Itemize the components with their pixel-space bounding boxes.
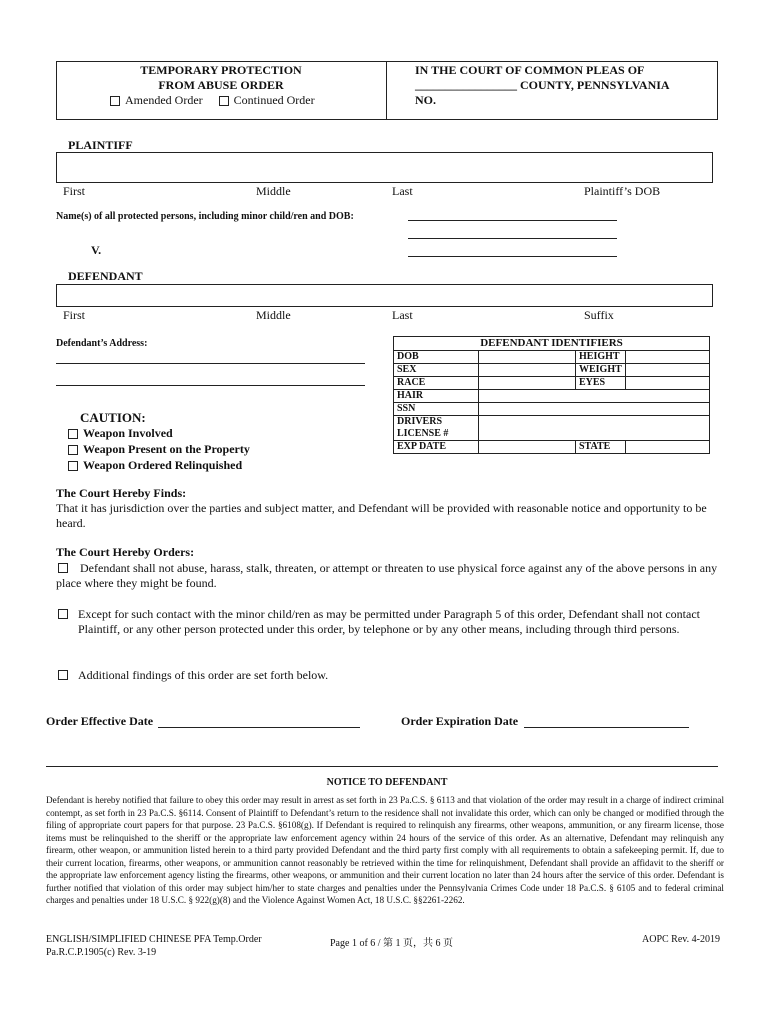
protected-persons-label: Name(s) of all protected persons, including minor child/ren and DOB: [56, 211, 354, 222]
defendant-first-label: First [63, 308, 86, 322]
order-2-text: Except for such contact with the minor child/ren as may be permitted under Paragraph 5 of this order, Defendant shall not contact Plaintiff, or any other person protected under this order, by telephone or by any other means, including through third persons. [78, 607, 700, 636]
exp-date-label: EXP DATE [394, 441, 479, 454]
plaintiff-heading: PLAINTIFF [68, 138, 133, 152]
protected-person-line-1[interactable] [408, 220, 617, 221]
weight-value[interactable] [625, 364, 709, 377]
height-value[interactable] [625, 351, 709, 364]
amended-order-label: Amended Order [125, 93, 203, 107]
footer-form-name: ENGLISH/SIMPLIFIED CHINESE PFA Temp.Order [46, 934, 262, 945]
footer-revision: AOPC Rev. 4-2019 [642, 934, 720, 945]
notice-text: Defendant is hereby notified that failure to obey this order may result in arrest as set forth in 23 Pa.C.S. § 6113 and that violation of the order may result in a charge of indirect criminal contempt, as set forth in 23 Pa.C.S. §6114. Consent of Plaintiff to Defendant’s return to the residence shall not invalidate this order, which can only be changed or modified through the filing of appropriate court papers for that purpose. 23 Pa.C.S. §6108(g). If Defendant is required to relinquish any firearms, other weapons, ammunition, or any firearm license, those items must be relinquished to the sheriff or the appropriate law enforcement agency within 24 hours of the service of this order. As an alternative, Defendant may relinquish any firearm, other weapon, or ammunition listed herein to a third party provided Defendant and the third party first comply with all requirements to obtain a safekeeping permit. If, due to their current location, firearms, other weapons, or ammunition cannot reasonably be retrieved within the time for relinquishment, Defendant shall provide an affidavit to the sheriff or the appropriate law enforcement agency listing the firearms, other weapons, or ammunition and their current location no later than 24 hours after the service of this order. Defendant is further notified that violation of this order may subject him/her to state charges and penalties under the Pennsylvania Crimes Code under 18 Pa.C.S. § 6105 and to federal criminal charges and penalties under 18 U.S.C. § 922(g)(8) and the Violence Against Women Act, 18 U.S.C. §§2261-2262. [46, 795, 724, 905]
caution-item-weapon-present [68, 442, 250, 457]
defendant-last-label: Last [392, 308, 413, 322]
eyes-value[interactable] [625, 377, 709, 390]
order-title-line-1: TEMPORARY PROTECTION [140, 63, 302, 77]
versus-label: V. [91, 243, 102, 257]
plaintiff-dob-label: Plaintiff’s DOB [584, 184, 661, 198]
weapon-relinquished-checkbox[interactable] [68, 461, 78, 471]
notice-divider [46, 766, 718, 767]
exp-date-value[interactable] [479, 441, 576, 454]
expiration-date-label: Order Expiration Date [401, 714, 519, 728]
plaintiff-name-field[interactable] [56, 152, 713, 183]
hair-value[interactable] [479, 390, 710, 403]
drivers-license-label [394, 416, 479, 441]
caution-heading: CAUTION: [80, 410, 146, 425]
defendant-heading: DEFENDANT [68, 269, 143, 283]
ssn-value[interactable] [479, 403, 710, 416]
defendant-identifiers-table [393, 336, 710, 454]
finds-text: That it has jurisdiction over the parties and subject matter, and Defendant will be provided with reasonable notice and opportunity to be heard. [56, 501, 707, 530]
effective-date-label: Order Effective Date [46, 714, 154, 728]
order-2-checkbox[interactable] [58, 609, 68, 619]
sex-label: SEX [394, 364, 479, 377]
protected-person-line-3[interactable] [408, 256, 617, 257]
state-label: STATE [576, 441, 626, 454]
weight-label: WEIGHT [576, 364, 626, 377]
header-divider [386, 61, 387, 120]
order-3-text: Additional findings of this order are set forth below. [78, 668, 329, 682]
drivers-license-value[interactable] [479, 416, 710, 441]
weapon-involved-checkbox[interactable] [68, 429, 78, 439]
defendant-address-label: Defendant’s Address: [56, 338, 148, 349]
order-3-checkbox[interactable] [58, 670, 68, 680]
defendant-middle-label: Middle [256, 308, 291, 322]
caution-item-weapon-relinquished [68, 458, 242, 473]
continued-order-label: Continued Order [233, 93, 315, 107]
court-county-line[interactable]: _________________ COUNTY, PENNSYLVANIA [415, 78, 670, 92]
sex-value[interactable] [479, 364, 576, 377]
license-text: LICENSE # [397, 428, 449, 439]
order-title-line-2: FROM ABUSE ORDER [158, 78, 284, 92]
dob-label: DOB [394, 351, 479, 364]
notice-heading: NOTICE TO DEFENDANT [326, 777, 448, 788]
plaintiff-middle-label: Middle [256, 184, 291, 198]
court-line-1: IN THE COURT OF COMMON PLEAS OF [415, 63, 645, 77]
eyes-label: EYES [576, 377, 626, 390]
caution-item-weapon-involved [68, 426, 173, 441]
ssn-label: SSN [394, 403, 479, 416]
page-number: Page 1 of 6 / 第 1 页，共 6 页 [330, 938, 454, 949]
protected-person-line-2[interactable] [408, 238, 617, 239]
plaintiff-last-label: Last [392, 184, 413, 198]
drivers-text: DRIVERS [397, 416, 443, 427]
state-value[interactable] [625, 441, 709, 454]
plaintiff-first-label: First [63, 184, 86, 198]
effective-date-field[interactable] [158, 727, 360, 728]
orders-heading: The Court Hereby Orders: [56, 545, 195, 559]
expiration-date-field[interactable] [524, 727, 689, 728]
docket-number-label: NO. [415, 93, 436, 107]
height-label: HEIGHT [576, 351, 626, 364]
identifiers-title: DEFENDANT IDENTIFIERS [394, 337, 710, 351]
dob-value[interactable] [479, 351, 576, 364]
weapon-present-checkbox[interactable] [68, 445, 78, 455]
amended-order-checkbox[interactable] [110, 96, 120, 106]
defendant-address-line-1[interactable] [56, 363, 365, 364]
defendant-address-line-2[interactable] [56, 385, 365, 386]
continued-order-checkbox[interactable] [219, 96, 229, 106]
finds-heading: The Court Hereby Finds: [56, 486, 187, 500]
footer-rule: Pa.R.C.P.1905(c) Rev. 3-19 [46, 947, 157, 958]
defendant-suffix-label: Suffix [584, 308, 614, 322]
race-value[interactable] [479, 377, 576, 390]
defendant-name-field[interactable] [56, 284, 713, 307]
weapon-involved-label: Weapon Involved [83, 426, 173, 440]
order-1-text: Defendant shall not abuse, harass, stalk, threaten, or attempt or threaten to use physical force against any of the above persons in any place where they might be found. [56, 561, 718, 590]
weapon-relinquished-label: Weapon Ordered Relinquished [83, 458, 243, 472]
race-label: RACE [394, 377, 479, 390]
order-type-options [110, 93, 315, 108]
weapon-present-label: Weapon Present on the Property [83, 442, 250, 456]
hair-label: HAIR [394, 390, 479, 403]
